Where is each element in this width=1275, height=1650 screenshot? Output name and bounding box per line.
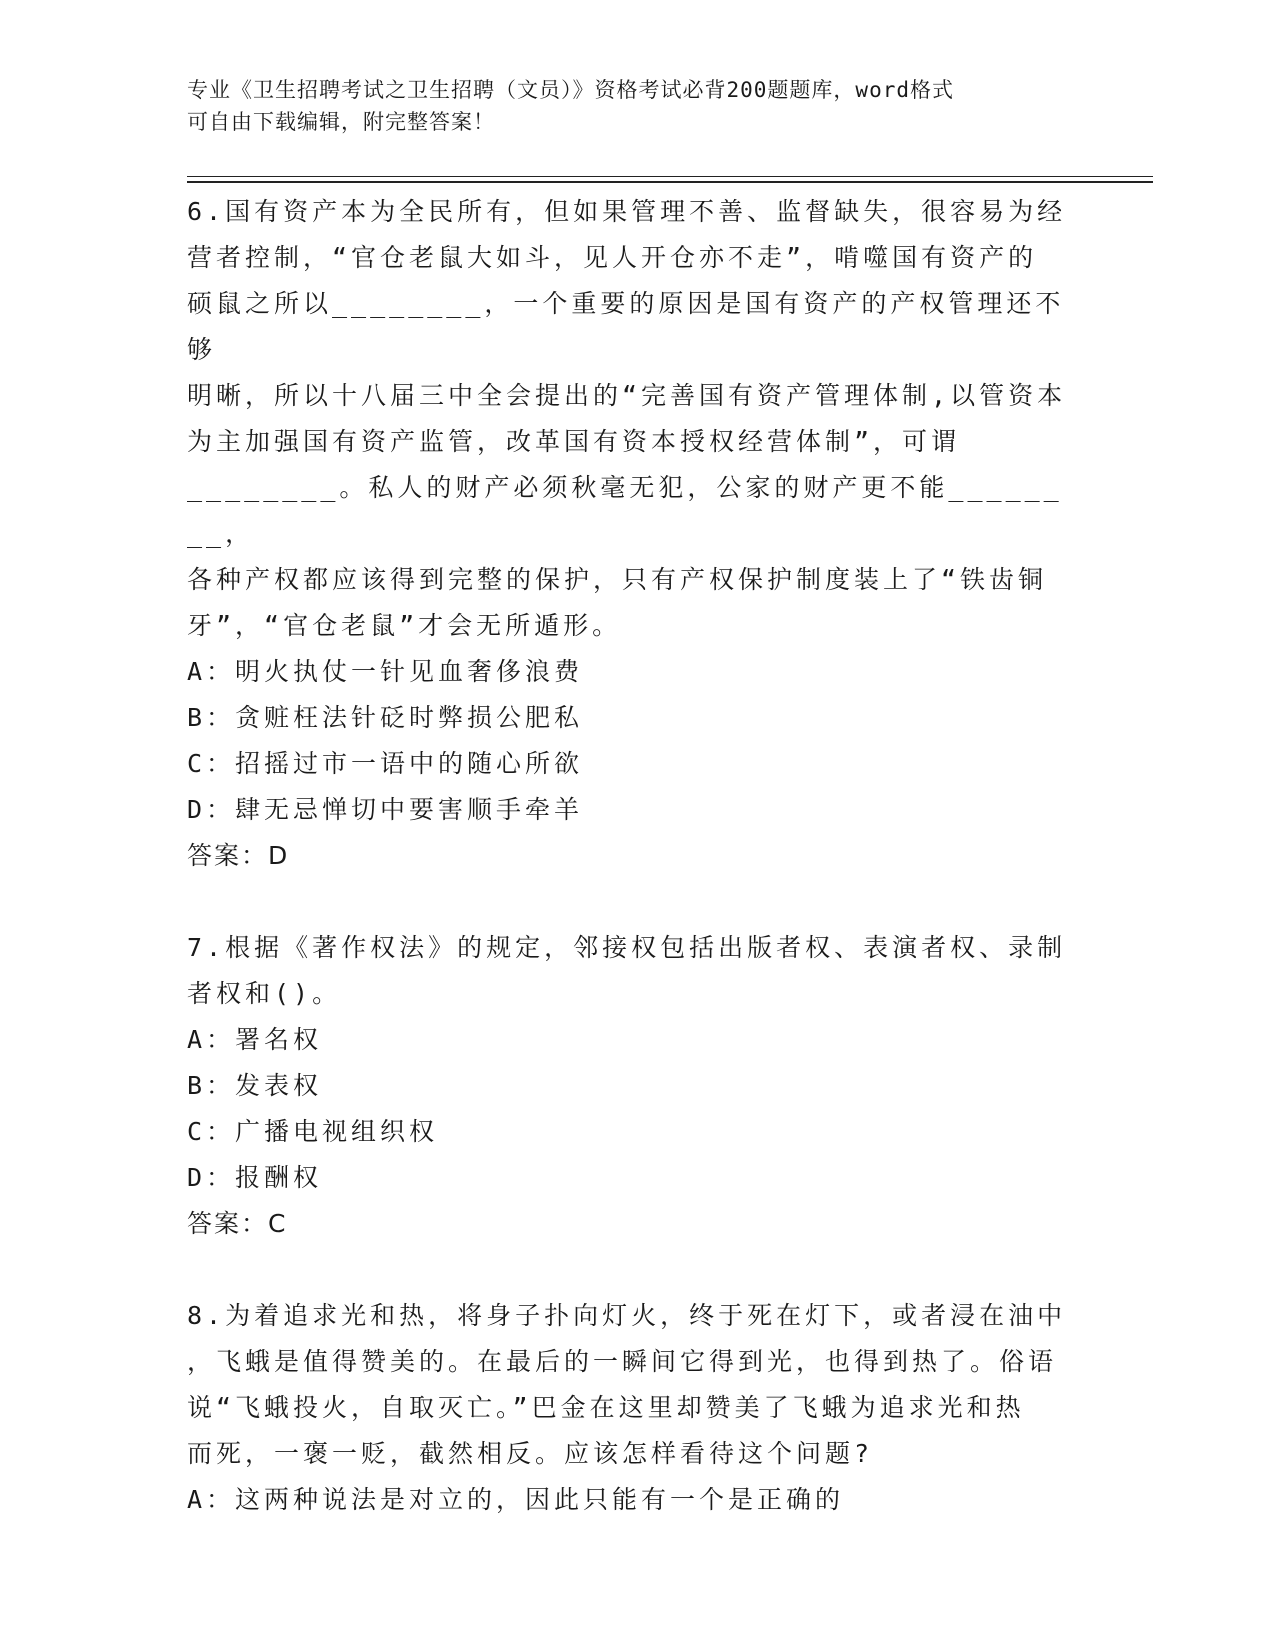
document-header [187, 74, 1067, 138]
answer-label: 答案：D [187, 841, 290, 870]
question-line: 为主加强国有资产监管，改革国有资本授权经营体制”，可谓 [187, 427, 961, 456]
answer-label: 答案：C [187, 1209, 288, 1238]
question-line: 8.为着追求光和热，将身子扑向灯火，终于死在灯下，或者浸在油中 [187, 1301, 1067, 1330]
question-line: 者权和()。 [187, 979, 342, 1008]
question-list [187, 189, 1077, 1523]
question-line: 而死，一褒一贬，截然相反。应该怎样看待这个问题? [187, 1439, 874, 1468]
option-c: C：广播电视组织权 [187, 1117, 439, 1146]
question-6 [187, 189, 1077, 879]
header-divider-thick [187, 181, 1153, 183]
question-7 [187, 925, 1077, 1247]
question-spacer [187, 879, 1077, 925]
header-line-1: 专业《卫生招聘考试之卫生招聘（文员）》资格考试必背200题题库，word格式 [187, 78, 954, 102]
question-line: 明晰，所以十八届三中全会提出的“完善国有资产管理体制,以管资本 [187, 381, 1067, 410]
option-d: D：报酬权 [187, 1163, 323, 1192]
option-c: C：招摇过市一语中的随心所欲 [187, 749, 584, 778]
header-divider-thin [187, 176, 1153, 177]
question-line: 各种产权都应该得到完整的保护，只有产权保护制度装上了“铁齿铜 [187, 565, 1048, 594]
question-line: 硕鼠之所以________，一个重要的原因是国有资产的产权管理还不够 [187, 289, 1065, 364]
question-line: 说“飞蛾投火，自取灭亡。”巴金在这里却赞美了飞蛾为追求光和热 [187, 1393, 1025, 1422]
option-d: D：肆无忌惮切中要害顺手牵羊 [187, 795, 584, 824]
question-line: ，飞蛾是值得赞美的。在最后的一瞬间它得到光，也得到热了。俗语 [187, 1347, 1058, 1376]
question-line: 6.国有资产本为全民所有，但如果管理不善、监督缺失，很容易为经 [187, 197, 1067, 226]
option-a: A：明火执仗一针见血奢侈浪费 [187, 657, 584, 686]
question-line: 7.根据《著作权法》的规定，邻接权包括出版者权、表演者权、录制 [187, 933, 1067, 962]
option-b: B：发表权 [187, 1071, 323, 1100]
question-spacer [187, 1247, 1077, 1293]
option-a: A：这两种说法是对立的，因此只能有一个是正确的 [187, 1485, 845, 1514]
option-a: A：署名权 [187, 1025, 323, 1054]
header-line-2: 可自由下载编辑，附完整答案！ [187, 110, 495, 134]
question-line: 牙”，“官仓老鼠”才会无所遁形。 [187, 611, 622, 640]
question-line: 营者控制，“官仓老鼠大如斗，见人开仓亦不走”，啃噬国有资产的 [187, 243, 1038, 272]
option-b: B：贪赃枉法针砭时弊损公肥私 [187, 703, 584, 732]
question-line: ________。私人的财产必须秋毫无犯，公家的财产更不能________， [187, 473, 1063, 548]
question-8 [187, 1293, 1077, 1523]
